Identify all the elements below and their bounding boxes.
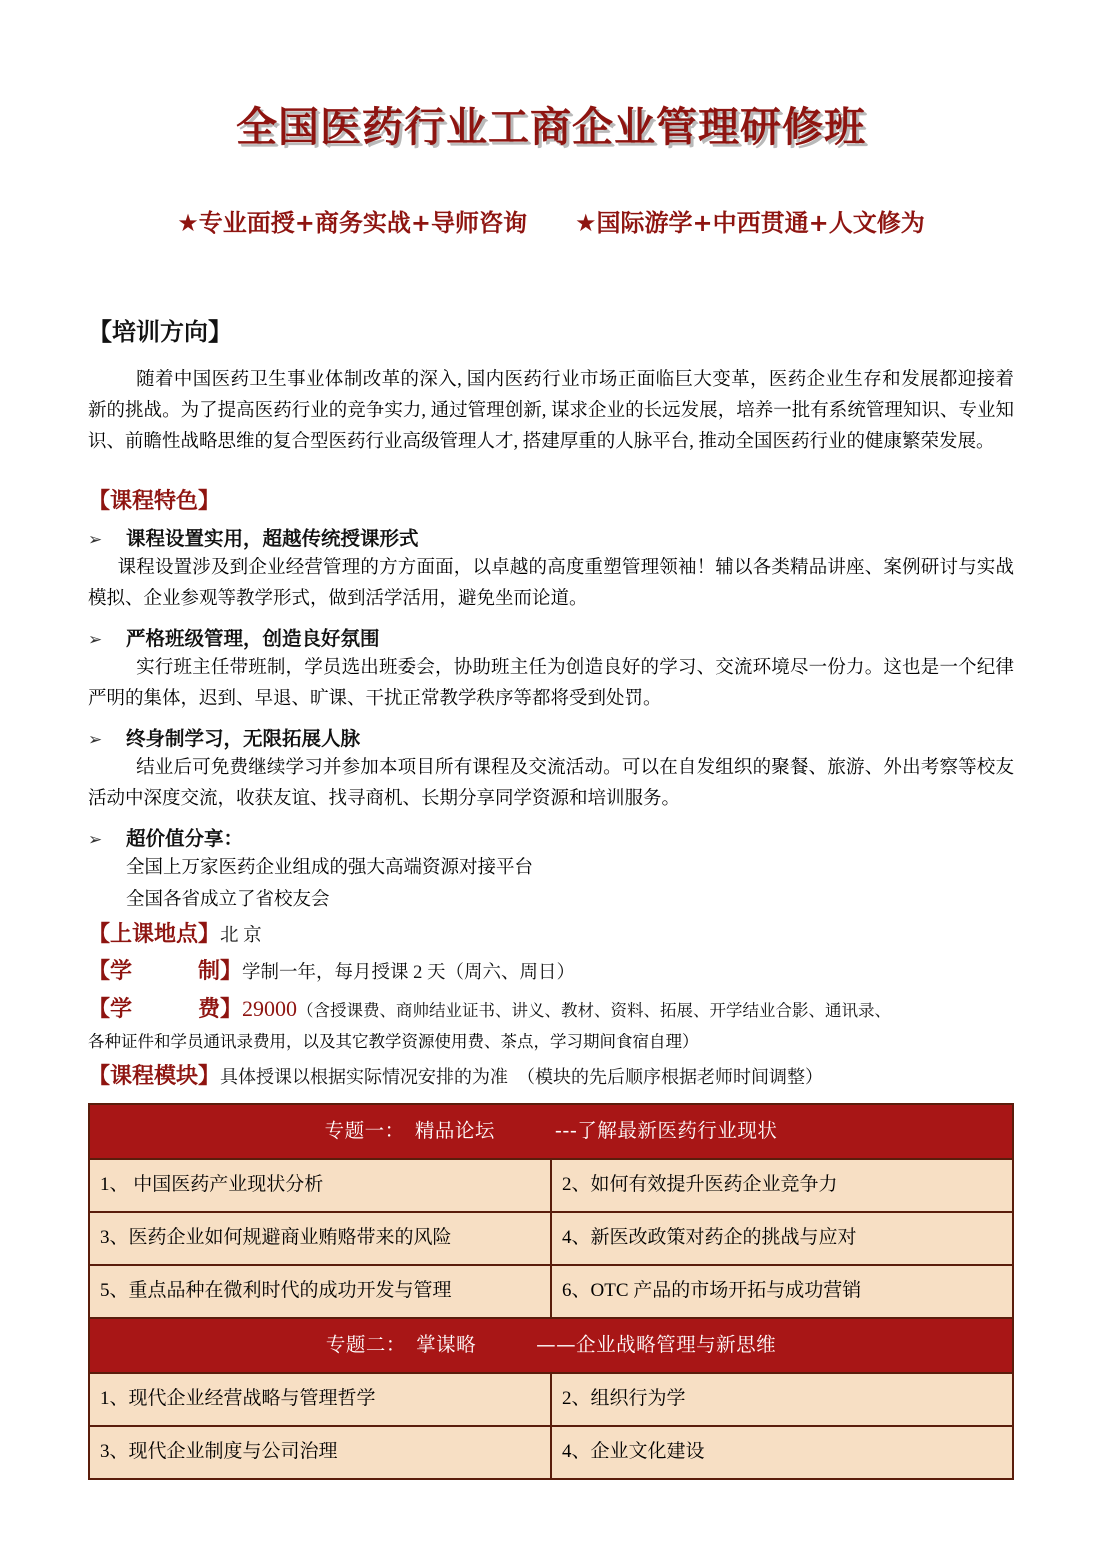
topic-header: 专题二： 掌谋略 ——企业战略管理与新思维 xyxy=(89,1318,1013,1373)
info-row-tuition xyxy=(88,993,1014,1027)
feature-title: 课程设置实用，超越传统授课形式 xyxy=(126,527,419,551)
page-subtitle: ★专业面授+商务实战+导师咨询 ★国际游学+中西贯通+人文修为 xyxy=(177,209,925,238)
modules-label: 【课程模块】 xyxy=(88,1064,221,1090)
modules-note: 具体授课以根据实际情况安排的为准 （模块的先后顺序根据老师时间调整） xyxy=(220,1067,824,1088)
feature-body: 课程设置涉及到企业经营管理的方方面面，以卓越的高度重塑管理领袖！辅以各类精品讲座、案例研讨与实战模拟、企业参观等教学形式，做到活学活用，避免坐而论道。 xyxy=(88,558,1014,610)
info-label: 【上课地点】 xyxy=(88,922,221,948)
training-direction-paragraph: 随着中国医药卫生事业体制改革的深入, 国内医药行业市场正面临巨大变革，医药企业生存和发展都迎接着新的挑战。为了提高医药行业的竞争实力, 通过管理创新, 谋求企业的长远发展，培养一批有系统管理知识、专业知识、前瞻性战略思维的复合型医药行业高级管理人才, 搭建厚重的人脉平台, 推动全国医药行业的健康繁荣发展。 xyxy=(88,370,1014,453)
feature-item xyxy=(88,623,1014,651)
table-cell: 4、新医改政策对药企的挑战与应对 xyxy=(551,1212,1013,1265)
table-row xyxy=(89,1318,1013,1373)
table-cell: 1、现代企业经营战略与管理哲学 xyxy=(89,1373,551,1426)
feature-item xyxy=(88,823,1014,851)
arrow-bullet-icon: ➢ xyxy=(88,630,103,651)
value-line: 全国上万家医药企业组成的强大高端资源对接平台 xyxy=(126,858,534,879)
info-row-duration xyxy=(88,956,1014,989)
info-value: 北 京 xyxy=(220,926,262,947)
tuition-label: 【学 费】 xyxy=(88,997,243,1023)
feature-title: 终身制学习，无限拓展人脉 xyxy=(126,727,361,751)
table-row xyxy=(89,1373,1013,1426)
value-line: 全国各省成立了省校友会 xyxy=(126,890,330,911)
table-row xyxy=(89,1212,1013,1265)
module-table xyxy=(88,1103,1014,1480)
tuition-note-line1: （含授课费、商帅结业证书、讲义、教材、资料、拓展、开学结业合影、通讯录、 xyxy=(297,1001,892,1021)
table-cell: 6、OTC 产品的市场开拓与成功营销 xyxy=(551,1265,1013,1318)
table-cell: 3、现代企业制度与公司治理 xyxy=(89,1426,551,1479)
table-cell: 1、 中国医药产业现状分析 xyxy=(89,1159,551,1212)
info-value: 学制一年，每月授课 2 天（周六、周日） xyxy=(242,963,576,984)
topic-header: 专题一： 精品论坛 ---了解最新医药行业现状 xyxy=(89,1104,1013,1159)
feature-body: 结业后可免费继续学习并参加本项目所有课程及交流活动。可以在自发组织的聚餐、旅游、外出考察等校友活动中深度交流，收获友谊、找寻商机、长期分享同学资源和培训服务。 xyxy=(88,758,1014,810)
table-cell: 4、企业文化建设 xyxy=(551,1426,1013,1479)
arrow-bullet-icon: ➢ xyxy=(88,530,103,551)
table-row xyxy=(89,1104,1013,1159)
feature-item xyxy=(88,723,1014,751)
feature-item xyxy=(88,523,1014,551)
tuition-amount: 29000 xyxy=(242,996,298,1022)
table-cell: 3、医药企业如何规避商业贿赂带来的风险 xyxy=(89,1212,551,1265)
feature-title: 严格班级管理，创造良好氛围 xyxy=(126,627,380,651)
feature-body: 实行班主任带班制，学员选出班委会，协助班主任为创造良好的学习、交流环境尽一份力。这也是一个纪律严明的集体，迟到、早退、旷课、干扰正常教学秩序等都将受到处罚。 xyxy=(88,658,1014,710)
tuition-note-line2: 各种证件和学员通讯录费用，以及其它教学资源使用费、茶点，学习期间食宿自理） xyxy=(88,1032,699,1052)
feature-title: 超价值分享： xyxy=(126,827,244,851)
section-heading-course-features: 【课程特色】 xyxy=(88,489,221,515)
arrow-bullet-icon: ➢ xyxy=(88,830,103,851)
table-cell: 2、组织行为学 xyxy=(551,1373,1013,1426)
info-row-modules xyxy=(88,1061,1014,1093)
section-heading-training-direction: 【培训方向】 xyxy=(88,318,232,347)
table-cell: 2、如何有效提升医药企业竞争力 xyxy=(551,1159,1013,1212)
table-cell: 5、重点品种在微利时代的成功开发与管理 xyxy=(89,1265,551,1318)
table-row xyxy=(89,1265,1013,1318)
arrow-bullet-icon: ➢ xyxy=(88,730,103,751)
table-row xyxy=(89,1426,1013,1479)
info-row-location xyxy=(88,919,1014,952)
table-row xyxy=(89,1159,1013,1212)
page-title: 全国医药行业工商企业管理研修班 xyxy=(236,103,866,151)
info-label: 【学 制】 xyxy=(88,959,243,985)
